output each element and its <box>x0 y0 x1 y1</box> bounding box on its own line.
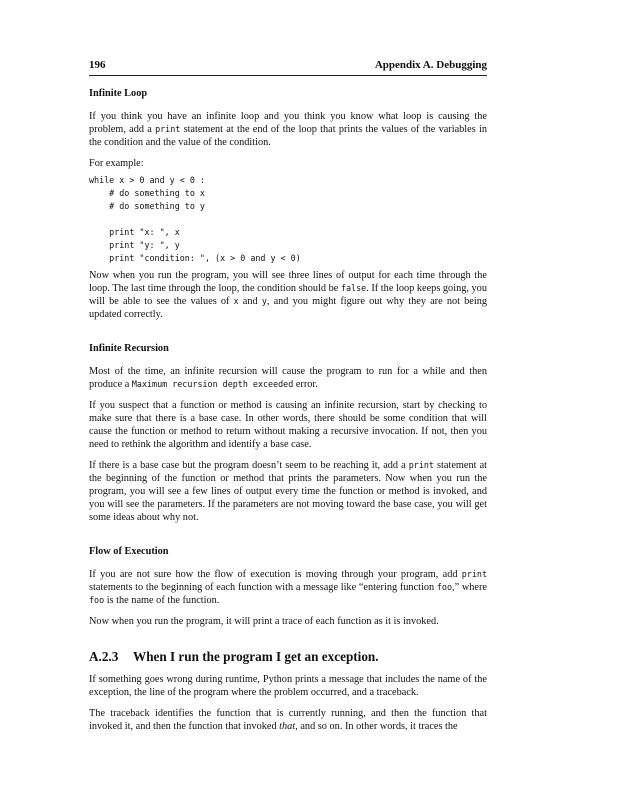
paragraph: For example: <box>89 158 144 169</box>
section-title-flow-of-execution: Flow of Execution <box>89 546 169 557</box>
section-title-infinite-loop: Infinite Loop <box>89 88 148 99</box>
paragraph: Most of the time, an infinite recursion will cause the program to run for a while and then produce a Maximum recursion depth exceeded error. <box>89 366 487 390</box>
paragraph: If you suspect that a function or method is causing an infinite recursion, start by checking to make sure that there is a base case. In other words, there should be some condition that will cause the function or method to return without making a recursive invocation. If not, then you need to rethink the algorithm and identify a base case. <box>89 400 487 450</box>
page-content <box>89 87 487 741</box>
inline-code: print <box>408 460 434 470</box>
paragraph: If you are not sure how the flow of execution is moving through your program, add print statements to the beginning of each function with a message like “entering function foo,” where foo is the name of the function. <box>89 569 487 606</box>
page-header <box>89 59 487 71</box>
paragraph: If there is a base case but the program doesn’t seem to be reaching it, add a print statement at the beginning of the function or method that prints the parameters. Now when you run the program, you will see a few lines of output every time the function or method is invoked, and you will see the parameters. If the parameters are not moving toward the base case, you will get some ideas about why not. <box>89 460 487 523</box>
inline-code: x <box>233 296 239 306</box>
paragraph: Now when you run the program, it will print a trace of each function as it is invoked. <box>89 616 439 627</box>
paragraph: The traceback identifies the function that is currently running, and then the function that invoked it, and then the function that invoked that, and so on. In other words, it traces the <box>89 708 487 732</box>
inline-code: print <box>155 124 181 134</box>
inline-code: foo <box>89 595 105 605</box>
inline-code: Maximum recursion depth exceeded <box>131 379 294 389</box>
inline-code: print <box>461 569 487 579</box>
section-title-infinite-recursion: Infinite Recursion <box>89 343 169 354</box>
inline-code: foo <box>436 582 452 592</box>
paragraph: If you think you have an infinite loop and you think you know what loop is causing the problem, add a print statement at the end of the loop that prints the values of the variables in the condition and the value of the condition. <box>89 111 487 148</box>
subsection-heading <box>89 649 487 665</box>
code-block: while x > 0 and y < 0 : # do something to x # do something to y print "x: ", x print "y: ", y print "condition: ", (x > 0 and y < 0) <box>89 175 301 263</box>
inline-code: false <box>340 283 367 293</box>
paragraph: Now when you run the program, you will see three lines of output for each time through the loop. The last time through the loop, the condition should be false. If the loop keeps going, you will be able to see the values of x and y, and you might figure out why they are not being updated correctly. <box>89 270 487 320</box>
subsection-title: When I run the program I get an exception. <box>133 649 379 664</box>
header-rule <box>89 75 487 76</box>
inline-code: y <box>261 296 267 306</box>
paragraph: If something goes wrong during runtime, Python prints a message that includes the name of the exception, the line of the program where the problem occurred, and a traceback. <box>89 674 487 698</box>
subsection-number: A.2.3 <box>89 649 119 664</box>
running-title: Appendix A. Debugging <box>374 59 487 71</box>
page-number: 196 <box>89 59 106 71</box>
